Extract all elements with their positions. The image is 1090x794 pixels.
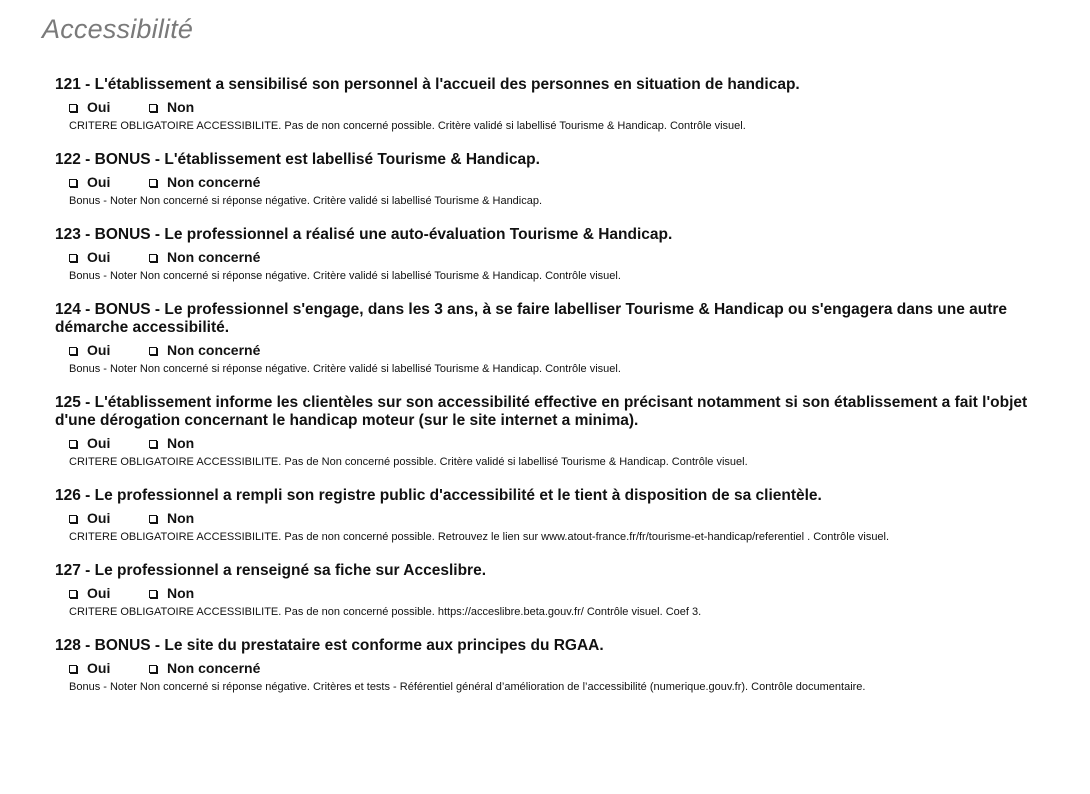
option-label: Oui	[87, 342, 111, 358]
criterion-note: Bonus - Noter Non concerné si réponse négative. Critère validé si labellisé Tourisme & Handicap. Contrôle visuel.	[69, 363, 621, 375]
option-non[interactable]	[149, 585, 194, 601]
checkbox-icon[interactable]	[149, 515, 157, 523]
option-oui[interactable]	[69, 342, 149, 358]
option-oui[interactable]	[69, 174, 149, 190]
checkbox-icon[interactable]	[149, 254, 157, 262]
criterion-title: 124 - BONUS - Le professionnel s'engage, dans les 3 ans, à se faire labelliser Tourisme & Handicap ou s'engagera dans une autre démarche accessibilité.	[55, 301, 1008, 336]
criterion-note: CRITERE OBLIGATOIRE ACCESSIBILITE. Pas de non concerné possible. Retrouvez le lien sur www.atout-france.fr/fr/tourisme-et-handicap/referentiel . Contrôle visuel.	[69, 531, 890, 543]
option-oui[interactable]	[69, 660, 149, 676]
answer-options	[69, 341, 1055, 359]
answer-options	[69, 434, 1055, 452]
criterion-128	[55, 637, 1055, 694]
option-non[interactable]	[149, 510, 194, 526]
checkbox-icon[interactable]	[149, 104, 157, 112]
criterion-126	[55, 487, 1055, 544]
criterion-122	[55, 151, 1055, 208]
option-label: Oui	[87, 585, 111, 601]
option-oui[interactable]	[69, 249, 149, 265]
option-label: Non concerné	[167, 174, 261, 190]
option-label: Oui	[87, 99, 111, 115]
checkbox-icon[interactable]	[149, 347, 157, 355]
criterion-121	[55, 76, 1055, 133]
option-non[interactable]	[149, 99, 194, 115]
answer-options	[69, 659, 1055, 677]
checkbox-icon[interactable]	[149, 440, 157, 448]
criteria-list	[55, 76, 1055, 712]
answer-options	[69, 248, 1055, 266]
criterion-title: 126 - Le professionnel a rempli son registre public d'accessibilité et le tient à disposition de sa clientèle.	[55, 487, 822, 504]
criterion-note: CRITERE OBLIGATOIRE ACCESSIBILITE. Pas de non concerné possible. Critère validé si labellisé Tourisme & Handicap. Contrôle visuel.	[69, 120, 746, 132]
option-non-concerne[interactable]	[149, 249, 260, 265]
criterion-note: Bonus - Noter Non concerné si réponse négative. Critères et tests - Référentiel général d’amélioration de l’accessibilité (numerique.gouv.fr). Contrôle documentaire.	[69, 681, 866, 693]
criterion-note: Bonus - Noter Non concerné si réponse négative. Critère validé si labellisé Tourisme & Handicap.	[69, 195, 543, 207]
option-label: Non	[167, 435, 195, 451]
answer-options	[69, 509, 1055, 527]
checkbox-icon[interactable]	[69, 440, 77, 448]
checkbox-icon[interactable]	[149, 665, 157, 673]
answer-options	[69, 584, 1055, 602]
checkbox-icon[interactable]	[149, 179, 157, 187]
option-label: Oui	[87, 660, 111, 676]
criterion-note: CRITERE OBLIGATOIRE ACCESSIBILITE. Pas de Non concerné possible. Critère validé si labellisé Tourisme & Handicap. Contrôle visuel.	[69, 456, 748, 468]
option-label: Non concerné	[167, 249, 261, 265]
page-title: Accessibilité	[42, 14, 194, 44]
checkbox-icon[interactable]	[149, 590, 157, 598]
criterion-title: 123 - BONUS - Le professionnel a réalisé une auto-évaluation Tourisme & Handicap.	[55, 226, 673, 243]
option-label: Oui	[87, 510, 111, 526]
checkbox-icon[interactable]	[69, 515, 77, 523]
option-non[interactable]	[149, 435, 194, 451]
criterion-title: 125 - L'établissement informe les clientèles sur son accessibilité effective en précisant notamment si son établissement a fait l'objet d'une dérogation concernant le handicap moteur (sur le site internet a minima).	[55, 394, 1028, 429]
criterion-title: 122 - BONUS - L'établissement est labellisé Tourisme & Handicap.	[55, 151, 540, 168]
option-label: Non concerné	[167, 342, 261, 358]
criterion-note: Bonus - Noter Non concerné si réponse négative. Critère validé si labellisé Tourisme & Handicap. Contrôle visuel.	[69, 270, 621, 282]
criterion-124	[55, 301, 1055, 376]
option-non-concerne[interactable]	[149, 174, 260, 190]
criterion-title: 128 - BONUS - Le site du prestataire est conforme aux principes du RGAA.	[55, 637, 604, 654]
answer-options	[69, 173, 1055, 191]
criterion-123	[55, 226, 1055, 283]
checkbox-icon[interactable]	[69, 347, 77, 355]
checkbox-icon[interactable]	[69, 665, 77, 673]
option-oui[interactable]	[69, 510, 149, 526]
checkbox-icon[interactable]	[69, 254, 77, 262]
option-label: Oui	[87, 435, 111, 451]
option-label: Oui	[87, 174, 111, 190]
option-label: Oui	[87, 249, 111, 265]
criterion-125	[55, 394, 1055, 469]
criterion-title: 121 - L'établissement a sensibilisé son personnel à l'accueil des personnes en situation de handicap.	[55, 76, 800, 93]
option-oui[interactable]	[69, 99, 149, 115]
option-label: Non	[167, 510, 195, 526]
checkbox-icon[interactable]	[69, 104, 77, 112]
criterion-title: 127 - Le professionnel a renseigné sa fiche sur Acceslibre.	[55, 562, 487, 579]
checkbox-icon[interactable]	[69, 590, 77, 598]
option-label: Non concerné	[167, 660, 261, 676]
answer-options	[69, 98, 1055, 116]
criterion-note: CRITERE OBLIGATOIRE ACCESSIBILITE. Pas de non concerné possible. https://acceslibre.beta.gouv.fr/ Contrôle visuel. Coef 3.	[69, 606, 702, 618]
checkbox-icon[interactable]	[69, 179, 77, 187]
option-oui[interactable]	[69, 585, 149, 601]
option-non-concerne[interactable]	[149, 342, 260, 358]
option-label: Non	[167, 585, 195, 601]
option-oui[interactable]	[69, 435, 149, 451]
criterion-127	[55, 562, 1055, 619]
option-non-concerne[interactable]	[149, 660, 260, 676]
option-label: Non	[167, 99, 195, 115]
